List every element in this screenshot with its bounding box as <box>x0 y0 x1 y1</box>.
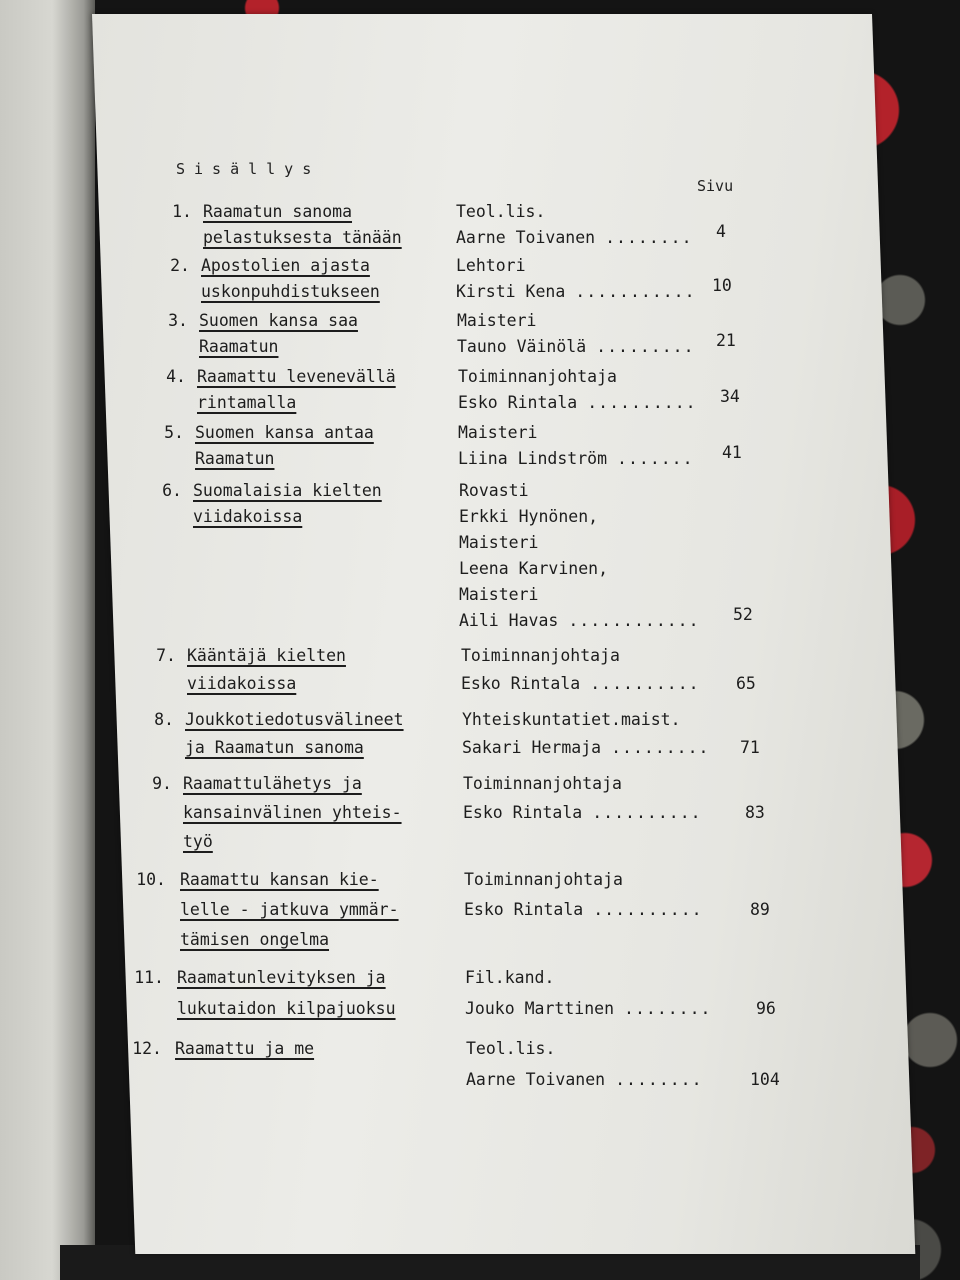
entry-author-name: Tauno Väinölä <box>457 337 587 356</box>
entry-title-line: Raamattu ja me <box>175 1039 315 1058</box>
entry-author-name: Jouko Marttinen <box>465 999 615 1018</box>
entry-number: 5. <box>164 423 184 442</box>
entry-author-name: Aili Havas <box>459 611 559 630</box>
leader-dots: .......... <box>590 674 700 693</box>
entry-page-number: 89 <box>750 900 770 919</box>
leader-dots: ....... <box>617 449 694 468</box>
entry-title-line: pelastuksesta tänään <box>203 228 402 247</box>
entry-author-line: Toiminnanjohtaja <box>458 367 617 386</box>
entry-author-line: Toiminnanjohtaja <box>463 774 622 793</box>
entry-author-line: Maisteri <box>457 311 537 330</box>
entry-author-name: Aarne Toivanen <box>466 1070 606 1089</box>
entry-title-line: uskonpuhdistukseen <box>201 282 380 301</box>
entry-title-line: viidakoissa <box>187 674 297 693</box>
entry-page-number: 83 <box>745 803 765 822</box>
leader-dots: ........ <box>605 228 693 247</box>
leader-dots: ........... <box>575 282 696 301</box>
entry-author-name: Esko Rintala <box>464 900 584 919</box>
entry-author-line: Teol.lis. <box>466 1039 556 1058</box>
leader-dots: .......... <box>593 900 703 919</box>
entry-number: 12. <box>132 1039 162 1058</box>
entry-number: 6. <box>162 481 182 500</box>
entry-title-line: Raamattu kansan kie- <box>180 870 379 889</box>
entry-author-line: Teol.lis. <box>456 202 546 221</box>
entry-number: 10. <box>136 870 166 889</box>
entry-author-line: Maisteri <box>458 423 538 442</box>
entry-title-line: Raamattulähetys ja <box>183 774 362 793</box>
entry-page-number: 71 <box>740 738 760 757</box>
entry-number: 1. <box>172 202 192 221</box>
entry-number: 7. <box>156 646 176 665</box>
entry-author-name: Liina Lindström <box>458 449 608 468</box>
entry-title-line: Suomen kansa saa <box>199 311 358 330</box>
entry-title-line: Suomalaisia kielten <box>193 481 382 500</box>
entry-title-line: Raamatun <box>199 337 279 356</box>
page-column-label: Sivu <box>697 177 734 195</box>
leader-dots: .......... <box>592 803 702 822</box>
leader-dots: ......... <box>611 738 710 757</box>
entry-title-line: viidakoissa <box>193 507 303 526</box>
entry-page-number: 4 <box>716 222 726 241</box>
entry-title-line: Suomen kansa antaa <box>195 423 374 442</box>
entry-author-line: Erkki Hynönen, <box>459 507 599 526</box>
entry-author-name: Aarne Toivanen <box>456 228 596 247</box>
entry-title-line: tämisen ongelma <box>180 930 330 949</box>
entry-title-line: Raamatun sanoma <box>203 202 353 221</box>
entry-author-name: Esko Rintala <box>463 803 583 822</box>
entry-title-line: Apostolien ajasta <box>201 256 370 275</box>
entry-author-line: Maisteri <box>459 585 539 604</box>
entry-title-line: ja Raamatun sanoma <box>185 738 364 757</box>
entry-title-line: Raamatunlevityksen ja <box>177 968 386 987</box>
entry-title-line: kansainvälinen yhteis- <box>183 803 402 822</box>
leader-dots: ......... <box>596 337 695 356</box>
entry-number: 2. <box>170 256 190 275</box>
entry-page-number: 52 <box>733 605 753 624</box>
entry-title-line: Raamatun <box>195 449 275 468</box>
entry-author-line: Lehtori <box>456 256 526 275</box>
entry-title-line: Kääntäjä kielten <box>187 646 346 665</box>
entry-number: 9. <box>152 774 172 793</box>
entry-number: 4. <box>166 367 186 386</box>
entry-title-line: lelle - jatkuva ymmär- <box>180 900 399 919</box>
entry-number: 3. <box>168 311 188 330</box>
entry-page-number: 21 <box>716 331 736 350</box>
entry-page-number: 34 <box>720 387 740 406</box>
entry-author-name: Kirsti Kena <box>456 282 566 301</box>
entry-author-line: Yhteiskuntatiet.maist. <box>462 710 681 729</box>
entry-author-name: Sakari Hermaja <box>462 738 602 757</box>
left-book-page-edge <box>0 0 95 1280</box>
entry-author-line: Toiminnanjohtaja <box>461 646 620 665</box>
entry-number: 11. <box>134 968 164 987</box>
entry-page-number: 96 <box>756 999 776 1018</box>
entry-page-number: 65 <box>736 674 756 693</box>
entry-title-line: työ <box>183 832 213 851</box>
entry-author-name: Esko Rintala <box>458 393 578 412</box>
leader-dots: ........ <box>615 1070 703 1089</box>
leader-dots: .......... <box>587 393 697 412</box>
entry-author-name: Esko Rintala <box>461 674 581 693</box>
entry-page-number: 41 <box>722 443 742 462</box>
entry-page-number: 104 <box>750 1070 780 1089</box>
entry-title-line: rintamalla <box>197 393 297 412</box>
leader-dots: ............ <box>568 611 700 630</box>
entry-author-line: Rovasti <box>459 481 529 500</box>
entry-title-line: Raamattu levenevällä <box>197 367 396 386</box>
leader-dots: ........ <box>624 999 712 1018</box>
entry-author-line: Leena Karvinen, <box>459 559 609 578</box>
toc-heading: Sisällys <box>176 160 321 178</box>
entry-title-line: Joukkotiedotusvälineet <box>185 710 404 729</box>
entry-number: 8. <box>154 710 174 729</box>
entry-author-line: Toiminnanjohtaja <box>464 870 623 889</box>
entry-author-line: Maisteri <box>459 533 539 552</box>
entry-title-line: lukutaidon kilpajuoksu <box>177 999 396 1018</box>
entry-author-line: Fil.kand. <box>465 968 555 987</box>
entry-page-number: 10 <box>712 276 732 295</box>
